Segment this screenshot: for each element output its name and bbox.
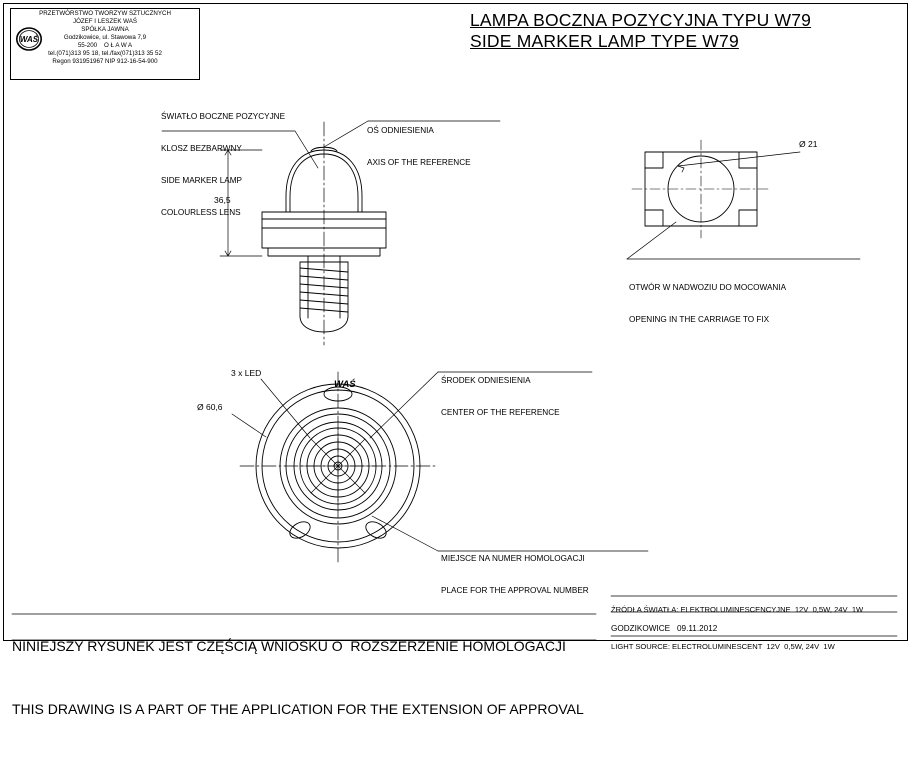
company-line-5: 55-200 O Ł A W A bbox=[77, 41, 133, 49]
footer-statement-en: THIS DRAWING IS A PART OF THE APPLICATION FOR THE EXTENSION OF APPROVAL bbox=[12, 701, 584, 717]
leader-hole bbox=[627, 222, 860, 259]
callout-approval-line-2: PLACE FOR THE APPROVAL NUMBER bbox=[441, 586, 589, 596]
company-line-1: PRZETWÓRSTWO TWORZYW SZTUCZNYCH bbox=[39, 10, 171, 17]
callout-center-line-1: ŚRODEK ODNIESIENIA bbox=[441, 376, 531, 386]
callout-axis-line-1: OŚ ODNIESIENIA bbox=[367, 126, 434, 136]
mounting-hole-detail bbox=[632, 140, 800, 238]
dimension-diameter-body: Ø 60,6 bbox=[197, 402, 223, 412]
callout-hole-line-2: OPENING IN THE CARRIAGE TO FIX bbox=[629, 315, 770, 325]
footer-place-date: GODZIKOWICE 09.11.2012 bbox=[611, 624, 718, 633]
brand-mark-label: WAŚ bbox=[334, 379, 356, 390]
footer-statement bbox=[12, 594, 584, 762]
footer-source-pl: ŹRÓDŁA ŚWIATŁA: ELEKTROLUMINESCENCYJNE 12V 0,5W, 24V 1W bbox=[611, 605, 864, 615]
leader-led bbox=[261, 379, 310, 438]
company-line-3: SPÓŁKA JAWNA bbox=[81, 25, 129, 33]
company-line-6: tel.(071)313 95 18, tel./fax(071)313 35 52 bbox=[48, 49, 162, 57]
callout-lens-line-1: ŚWIATŁO BOCZNE POZYCYJNE bbox=[161, 112, 286, 122]
company-line-7: Regon 931951967 NIP 912-16-54-900 bbox=[52, 57, 158, 65]
leader-diameter bbox=[232, 414, 266, 437]
company-line-2: JÓZEF I LESZEK WAŚ bbox=[72, 17, 138, 25]
svg-text:WAŚ: WAŚ bbox=[19, 35, 39, 44]
dimension-diameter-hole: Ø 21 bbox=[799, 139, 818, 149]
footer-source-en: LIGHT SOURCE: ELECTROLUMINESCENT 12V 0,5W, 24V 1W bbox=[611, 641, 835, 651]
callout-lens-line-3: SIDE MARKER LAMP bbox=[161, 176, 242, 186]
callout-lens-line-4: COLOURLESS LENS bbox=[161, 208, 241, 218]
callout-lens-line-2: KLOSZ BEZBARWNY bbox=[161, 144, 242, 154]
page-title-pl: LAMPA BOCZNA POZYCYJNA TYPU W79 bbox=[470, 10, 812, 30]
callout-center-of-reference bbox=[441, 355, 560, 440]
callout-mounting-hole bbox=[629, 262, 786, 347]
callout-side-marker-lamp bbox=[161, 91, 285, 240]
callout-axis-of-reference bbox=[367, 105, 471, 190]
callout-axis-line-2: AXIS OF THE REFERENCE bbox=[367, 158, 471, 168]
callout-led-count: 3 x LED bbox=[231, 368, 262, 378]
dimension-height-label: 36,5 bbox=[214, 195, 231, 205]
page-title-en: SIDE MARKER LAMP TYPE W79 bbox=[470, 31, 739, 52]
callout-hole-line-1: OTWÓR W NADWOZIU DO MOCOWANIA bbox=[629, 283, 787, 293]
callout-approval-line-1: MIEJSCE NA NUMER HOMOLOGACJI bbox=[441, 554, 585, 564]
footer-statement-pl: NINIEJSZY RYSUNEK JEST CZĘŚCIĄ WNIOSKU O ROZSZERZENIE HOMOLOGACJI bbox=[12, 638, 566, 654]
callout-center-line-2: CENTER OF THE REFERENCE bbox=[441, 408, 560, 418]
company-line-4: Godzikowice, ul. Stawowa 7,9 bbox=[63, 33, 147, 41]
